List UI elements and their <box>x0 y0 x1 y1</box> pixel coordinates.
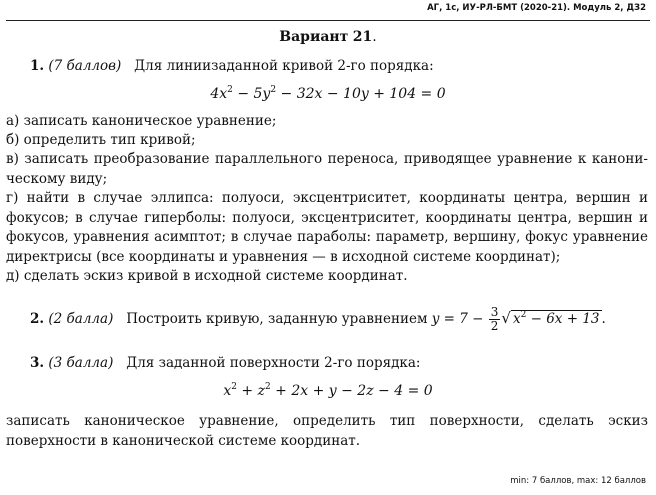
problem1-item-a: а) записать каноническое уравнение; <box>6 113 277 129</box>
fraction-denominator: 2 <box>490 319 499 333</box>
eq1-part-a: 4x <box>210 86 228 102</box>
variant-label: Вариант <box>279 29 349 45</box>
problem1-item-b: б) определить тип кривой; <box>6 132 196 148</box>
eq3-exp-a: 2 <box>231 382 237 392</box>
variant-number: 21 <box>352 29 373 45</box>
eq1-part-b: − 5y <box>232 86 271 102</box>
eq3-part-a: x <box>223 383 232 399</box>
fraction-numerator: 3 <box>490 305 499 319</box>
problem1-points: (7 баллов) <box>48 58 122 74</box>
problem3-equation <box>0 382 656 399</box>
footer-score-range: min: 7 баллов, max: 12 баллов <box>510 476 646 486</box>
sqrt-arg-a: x <box>512 311 521 327</box>
eq3-part-c: + 2x + y − 2z − 4 = 0 <box>270 383 433 399</box>
problem1-item-e: д) сделать эскиз кривой в исходной системе координат. <box>6 268 408 284</box>
problem2-line <box>30 306 606 333</box>
problem2-points: (2 балла) <box>48 311 114 327</box>
problem1-number: 1. <box>30 58 45 74</box>
problem3-heading <box>30 355 420 371</box>
problem1-text: Для линиизаданной кривой 2-го порядка: <box>134 58 434 74</box>
eq3-exp-b: 2 <box>264 382 271 392</box>
variant-dot: . <box>372 29 377 45</box>
problem2-text: Построить кривую, заданную уравнением <box>126 311 428 327</box>
problem2-number: 2. <box>30 311 45 327</box>
eq1-exp-b: 2 <box>270 85 277 95</box>
eq1-part-c: − 32x − 10y + 104 = 0 <box>276 86 446 102</box>
problem1-heading <box>30 58 434 74</box>
problem1-item-c: в) записать преобразование параллельного переноса, приводящее уравнение к канони-ческому виду; <box>6 151 648 187</box>
eq3-part-b: + z <box>236 383 265 399</box>
problem2-eq-end: . <box>601 311 606 327</box>
problem2-fraction <box>489 306 501 333</box>
problem3-points: (3 балла) <box>48 355 114 371</box>
sqrt-arg-b: − 6x + 13 <box>526 311 600 327</box>
sqrt-icon: √ <box>501 309 511 327</box>
problem1-item-d: г) найти в случае эллипса: полуоси, эксцентриситет, координаты центра, вершин и фокусов; в случае гиперболы: полуоси, эксцентриситет, координаты центра, вершин и фокусов, уравнения асимптот; в случае параболы: параметр, вершину, фокус уравнение директрисы (все координаты и уравнения — в исходной системе координат); <box>6 190 648 265</box>
eq1-exp-a: 2 <box>227 85 233 95</box>
problem3-text: Для заданной поверхности 2-го порядка: <box>126 355 421 371</box>
problem3-number: 3. <box>30 355 45 371</box>
problem3-task: записать каноническое уравнение, определить тип поверхности, сделать эскиз поверхности в канонической системе координат. <box>6 413 648 449</box>
problem2-sqrt <box>501 309 601 327</box>
problem2-eq-lhs: y = 7 − <box>431 311 488 327</box>
variant-title <box>0 29 656 45</box>
sqrt-arg-exp: 2 <box>520 310 527 320</box>
problem1-equation <box>0 85 656 102</box>
course-info: АГ, 1с, ИУ-РЛ-БМТ (2020-21). Модуль 2, ДЗ2 <box>427 3 646 13</box>
